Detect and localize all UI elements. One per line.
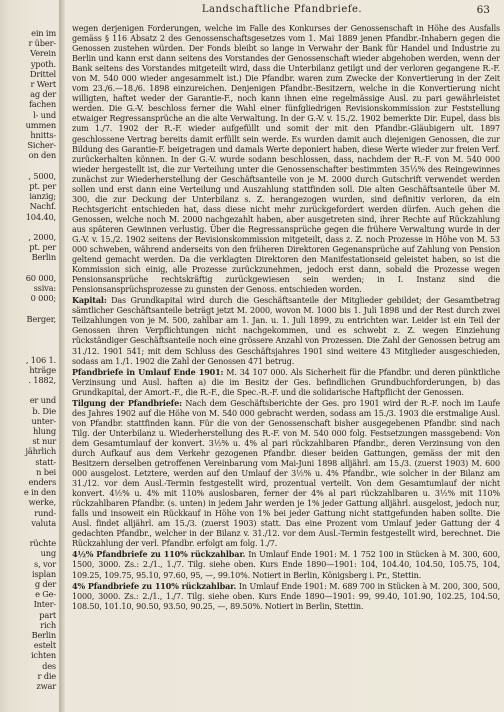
margin-fragment: , 106 1. [25, 354, 56, 365]
margin-fragment [0, 222, 58, 232]
margin-fragment: n bei [36, 466, 56, 477]
margin-fragment: rund- [34, 507, 56, 518]
margin-fragment: Nachf. [29, 201, 56, 212]
running-title: Landschaftliche Pfandbriefe. [201, 4, 363, 15]
pfandbriefe-text: M. 34 107 000. Als Sicherheit für die Pfandbr. und deren pünktliche Verzinsung und Ausl. haften a) die im Besitz der Ges. befindlichen Grundbuchforderungen, b) das Grundkapital, der Amort.-F., die R.-F., die Spec.-R.-F. und die solidarische Haftpflicht der Genossen. [72, 367, 500, 397]
tilgung-section [72, 398, 500, 550]
loan-4half-section [72, 549, 500, 580]
margin-fragment: valuta [31, 517, 56, 528]
margin-fragment [0, 344, 58, 354]
margin-fragment: zwar [36, 681, 56, 691]
paragraph-continuation: wegen derjenigen Forderungen, welche im Falle des Konkurses der Genossenschaft in Höhe des Ausfalls gemäss § 116 Absatz 2 des Genossenschaftsgesetzes vom 1. Mai 1889 jenen Pfandbr.-Inhabern gegen die Genossen zustehen würden. Der Fonds bleibt so lange in Verwahr der Bank für Handel und Industrie zu Berlin und kann erst dann seitens des Vorstandes der Genossenschaft wieder abgehoben werden, wenn der Bank seitens des Vorstandes mitgeteilt wird, dass die Unterbilanz getilgt und der verloren gegangene R.-F. von M. 540 000 wieder angesammelt ist.) Die Pfandbr. waren zum Zwecke der Konvertierung in der Zeit vom 23./6.—18./6. 1898 einzureichen. Denjenigen Pfandbr.-Besitzern, welche in die Konvertierung nicht willigten, haftet weder der Garantie-F., noch kann ihnen eine regelmässige Ausl. zu pari gewährleistet werden. Die G.-V. beschloss ferner die Wahl einer fünfgliedrigen Revisionskommission zur Feststellung etwaiger Regressansprüche an die alte Verwaltung. In der G.-V. v. 15./2. 1902 bemerkte Dir. Eupel, dass bis zum 1./7. 1902 der R.-F. wieder aufgefüllt und somit der mit den Pfandbr.-Gläubigern ult. 1897 geschlossene Vertrag bereits damit erfüllt sein werde. Es wurden damit auch diejenigen Genossen, die zur Bildung des Garantie-F. beigetragen und damals Werte deponiert haben, diese Werte wieder zur freien Verf. zurückerhalten können. In der G.-V. wurde sodann beschlossen, dass, nachdem der R.-F. von M. 540 000 wieder hergestellt ist, die zur Verteilung unter die Genossenschafter bestimmten 35⅓% des Reingewinnes zunächst zur Wiederherstellung der Geschäftsanteile von je M. 2000 durch Gutschrift verwendet werden sollen und erst dann eine Verteilung und Auszahlung stattfinden soll. Die alten Geschäftsanteile über M. 300, die zur Deckung der Unterbilanz s. Z. herangezogen wurden, sind definitiv verloren, da ein Rechtsgericht entschieden hat, dass diese nicht mehr zurückgefordert werden dürfen. Auch gehen die Genossen, welche noch M. 2000 nachgezahlt haben, aber ausgetreten sind, ihrer Rechte auf Rückzahlung aus späteren Gewinnen verlustig. Über die Regressansprüche gegen die frühere Verwaltung wurde in der G.-V. v. 15./2. 1902 seitens der Revisionskommission mitgeteilt, dass z. Z. noch Prozesse in Höhe von M. 53 000 schweben, während anderseits von den früheren Direktoren Gegenansprüche auf Zahlung von Pension geltend gemacht werden. Da die verklagten Direktoren den Manifestationseid geleistet haben, so ist die Kommission sich einig, alle Prozesse zurückzunehmen, jedoch erst dann, sobald die Prozesse wegen Pensionsansprüche rechtskräftig zurückgewiesen sein werden; in I. Instanz sind die Pensionsansprüchsprozesse zu gunsten der Genoss. entschieden worden. [72, 24, 500, 295]
margin-fragment: ummen [25, 119, 56, 130]
loan-4-label: 4% Pfandbriefe zu 110% rückzahlbar. [72, 580, 237, 591]
margin-fragment: st nur [32, 436, 56, 447]
margin-fragment: Berlin [31, 629, 56, 640]
margin-fragment [0, 303, 58, 313]
loan-4half-text: In Umlauf Ende 1901: M. 1 752 100 in Stücken à M. 300, 600, 1500, 3000. Zs.: 2./1., 1./7. Tilg. siehe oben. Kurs Ende 1890—1901: 104, 104.40, 104.50, 105.75, 104, 109.25, 109.75, 95.10, 97.60, 95, —, 99.10%. Notiert in Berlin, Königsberg i. Pr., Stettin. [72, 550, 500, 580]
margin-fragment: Inter- [33, 599, 56, 610]
margin-fragment: on den [28, 150, 56, 161]
margin-fragment: g der [34, 578, 56, 589]
margin-fragment: r Wert [30, 79, 56, 90]
margin-fragment: Verein [30, 48, 56, 59]
main-text [72, 24, 500, 712]
margin-fragment: pt. per [29, 242, 56, 253]
margin-fragment: . 1882, [28, 374, 56, 385]
page-number: 63 [476, 4, 490, 16]
margin-fragment: ianzig; [29, 191, 56, 202]
margin-fragment: estelt [33, 640, 56, 651]
book-gutter [59, 0, 65, 712]
margin-fragment: er und [29, 395, 56, 406]
margin-fragment: unter- [31, 415, 56, 426]
margin-fragment: , 2000, [28, 232, 56, 243]
margin-fragment: ssiva: [33, 283, 56, 294]
margin-fragment: des [42, 660, 56, 671]
margin-fragment: jährlich [25, 446, 56, 457]
previous-page-margin-text [0, 28, 58, 712]
margin-fragment: rich [40, 619, 56, 630]
margin-fragment: ung [40, 548, 56, 559]
margin-fragment: ypoth. [30, 58, 56, 69]
margin-fragment [0, 528, 58, 538]
margin-fragment: part [39, 609, 56, 620]
margin-fragment: b. Die [32, 405, 56, 416]
margin-fragment: statt- [35, 456, 56, 467]
pfandbriefe-section [72, 367, 500, 398]
margin-fragment [0, 324, 58, 334]
tilgung-text: Nach dem Geschäftsberichte der Ges. pro 1901 wird der R.-F. noch im Laufe des Jahres 1902 auf die Höhe von M. 540 000 gebracht werden, sodass am 15./3. 1903 die erstmalige Ausl. von Pfandbr. stattfinden kann. Für die von der Genossenschaft bisher ausgegebenen Pfandbr. sind nach Tilg. der Unterbilanz u. Wiederherstellung des R.-F. von M. 540 000 folg. Festsetzungen massgebend: Von dem Gesamtumlauf der konvert. 3½% u. 4% al pari rückzahlbaren Pfandbr., deren Verzinsung von den durch Aufkauf aus dem Verkehr gezogenen Pfandbr. dieser beiden Gattungen, gemäss der mit den Besitzern derselben getroffenen Vereinbarung vom Mai-Juni 1898 alljährl. am 15./3. (zuerst 1903) M. 600 000 ausgelost. Letztere, werden auf den Umlauf der 3½% u. 4% Pfandbr., wie solcher in der Bilanz am 31./12. vor dem Ausl.-Termin festgestellt wird, prozentual verteilt. Von dem Gesamtumlauf der nicht konvert. 4½% u. 4% mit 110% auslosbaren, ferner der 4% al pari rückzahlbaren u. 3½% mit 110% rückzahlbaren Pfandbr. (s. unten) in jedem Jahr werden je 1% jeder Gattung alljährl. ausgelost, jedoch nur, falls und insoweit ein Rückkauf in Höhe von 1% bei jeder Gattung nicht stattgefunden haben sollte. Die Ausl. findet alljährl. am 15./3. (zuerst 1903) statt. Das eine Prozent vom Umlauf jeder Gattung der 4 gedachten Pfandbr., welcher in der Bilanz v. 31./12. vor dem Ausl.-Termin festgestellt wird, berechnet. Die Rückzahlung der verl. Pfandbr. erfolgt am folg. 1./7. [72, 398, 500, 549]
margin-fragment: l- und [33, 109, 56, 120]
pfandbriefe-label: Pfandbriefe in Umlauf Ende 1901: [72, 366, 224, 377]
margin-fragment: hlung [33, 425, 56, 436]
page-header [72, 4, 492, 20]
kapital-label: Kapital: [72, 295, 107, 306]
margin-fragment: ag der [30, 89, 56, 100]
margin-fragment: e in den [23, 487, 56, 498]
margin-fragment: , 5000, [28, 170, 56, 181]
margin-fragment [0, 161, 58, 171]
margin-fragment: hträge [29, 364, 56, 375]
margin-fragment: pt. per [29, 181, 56, 192]
margin-fragment: r die [37, 670, 56, 681]
margin-fragment: Berger, [26, 313, 56, 324]
margin-fragment: 104.40, [25, 211, 56, 222]
margin-fragment: werke, [28, 497, 56, 508]
loan-4-section [72, 581, 500, 612]
margin-fragment: Sicher- [27, 140, 56, 151]
kapital-section [72, 295, 500, 366]
margin-fragment [0, 263, 58, 273]
margin-fragment: Drittel [29, 68, 56, 79]
margin-fragment [0, 385, 58, 395]
margin-fragment: fachen [28, 99, 56, 110]
tilgung-label: Tilgung der Pfandbriefe: [72, 397, 182, 408]
margin-fragment: ein im [31, 28, 56, 38]
margin-fragment: 60 000, [25, 272, 56, 283]
margin-fragment: 0 000; [30, 293, 56, 304]
margin-fragment: e Ge- [35, 589, 56, 600]
loan-4-text: In Umlauf Ende 1901: M. 689 700 in Stücken à M. 200, 300, 500, 1000, 3000. Zs.: 2./1., 1./7. Tilg. siehe oben. Kurs Ende 1890—1901: 99, 99.40, 101.90, 102.25, 104.50, 108.50, 101.10, 90.50, 93.50, 90.25, —, 89.50%. Notiert in Berlin, Stettin. [72, 581, 500, 611]
margin-fragment [0, 334, 58, 344]
margin-fragment: enders [28, 476, 56, 487]
margin-fragment: ichten [30, 650, 56, 661]
margin-fragment: s, vor [34, 558, 56, 569]
loan-4half-label: 4½% Pfandbriefe zu 110% rückzahlbar. [72, 549, 246, 560]
kapital-text: Das Grundkapital wird durch die Geschäftsanteile der Mitglieder gebildet; der Gesamtbetrag sämtlicher Geschäftsanteile beträgt jetzt M. 2000, wovon M. 1000 bis 1. Juli 1898 und der Rest durch zwei Teilzahlungen von je M. 500, zahlbar am 1. Jan. u. 1. Juli 1899, zu entrichten war. Leider ist ein Teil der Genossen ihren Verpflichtungen nicht nachgekommen, und es schwebt z. Z. wegen Einziehung rückständiger Geschäftsanteile noch eine grössere Anzahl von Prozessen. Die Zahl der Genossen betrug am 31./12. 1901 541; mit dem Schluss des Geschäftsjahres 1901 sind weitere 43 Mitglieder ausgeschieden, sodass am 1./1. 1902 die Zahl der Genossen 471 betrug. [72, 296, 500, 366]
margin-fragment: hnitts- [30, 130, 56, 141]
margin-fragment: r über- [28, 38, 56, 49]
margin-fragment: Berlin [31, 252, 56, 263]
margin-fragment: isplan [32, 568, 56, 579]
margin-fragment: rüchte [29, 538, 56, 549]
